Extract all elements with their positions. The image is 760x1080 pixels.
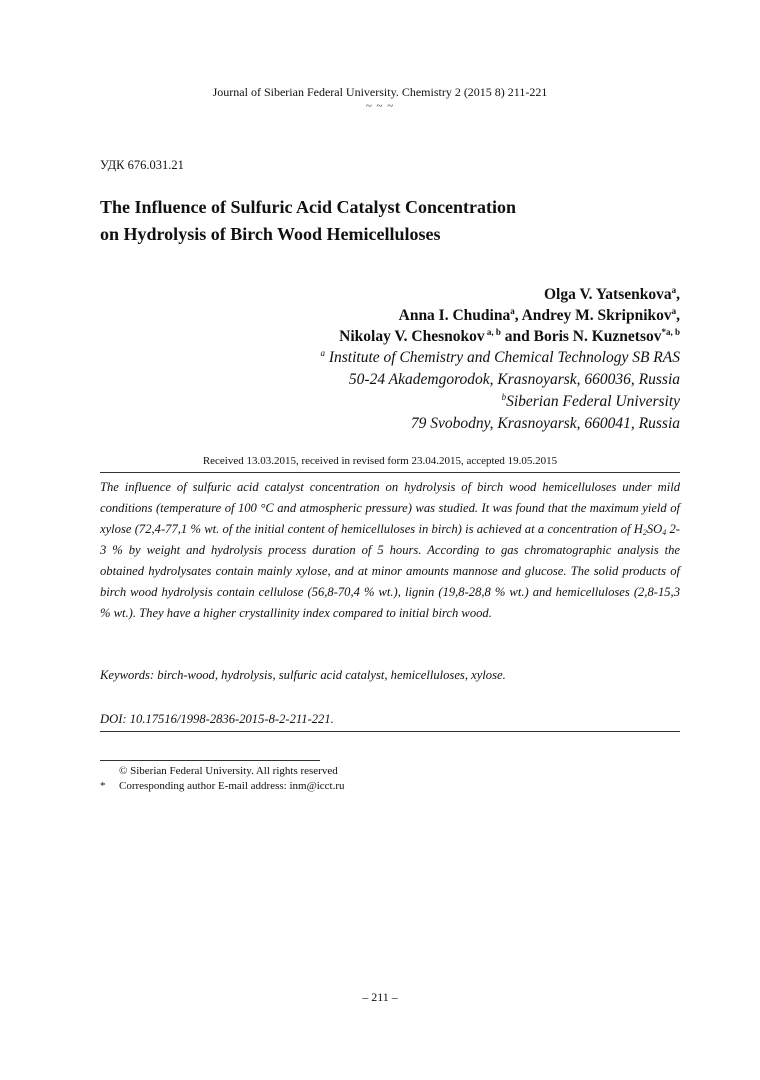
header-separator: ~ ~ ~ [365, 100, 395, 112]
footnote-star: * [100, 780, 106, 792]
abstract-text: SO [646, 522, 663, 536]
received-dates: Received 13.03.2015, received in revised form 23.04.2015, accepted 19.05.2015 [202, 455, 558, 467]
affiliation-b-line-2: 79 Svobodny, Krasnoyarsk, 660041, Russia [410, 415, 680, 432]
author-sup: a [671, 306, 677, 316]
doi-bottom-rule [100, 731, 680, 732]
subscript: 2 [642, 528, 647, 537]
author-separator: , [514, 307, 522, 324]
udk-code: УДК 676.031.21 [100, 158, 184, 172]
author-separator: , [676, 286, 680, 303]
author-sup: a [671, 285, 677, 295]
author-name: Olga V. Yatsenkova [544, 286, 672, 303]
author-list [339, 284, 680, 347]
footnote-text: Corresponding author E-mail address: inm@icct.ru [119, 780, 345, 792]
affiliations [320, 347, 680, 435]
footnote-copyright [100, 764, 338, 779]
title-line-2: on Hydrolysis of Birch Wood Hemicelluloses [100, 224, 441, 244]
author-sup: *a, b [661, 327, 680, 337]
affiliation-a-line-2: 50-24 Akademgorodok, Krasnoyarsk, 660036, Russia [348, 371, 680, 388]
subscript: 4 [662, 528, 667, 537]
affiliation-sup: a [320, 348, 325, 358]
affiliation-text: Siberian Federal University [506, 393, 680, 410]
author-sup: a [510, 306, 515, 316]
journal-header: Journal of Siberian Federal University. Chemistry 2 (2015 8) 211-221 [212, 85, 548, 99]
title-line-1: The Influence of Sulfuric Acid Catalyst Concentration [100, 197, 516, 217]
doi: DOI: 10.17516/1998-2836-2015-8-2-211-221. [100, 712, 334, 726]
affiliation-text: Institute of Chemistry and Chemical Technology SB RAS [324, 349, 680, 366]
footnote-corresponding [100, 779, 345, 794]
author-sup: a, b [484, 327, 501, 337]
keywords: Keywords: birch-wood, hydrolysis, sulfuric acid catalyst, hemicelluloses, xylose. [100, 668, 506, 682]
abstract-text: 2-3 % by weight and hydrolysis process duration of 5 hours. According to gas chromatographic analysis the obtained hydrolysates contain mainly xylose, and at minor amounts mannose and glucose. The solid products of birch wood hydrolysis contain cellulose (56,8-70,4 % wt.), lignin (19,8-28,8 % wt.) and hemicelluloses (2,8-15,3 % wt.). They have a higher crystallinity index compared to initial birch wood. [100, 522, 680, 620]
author-line-1 [339, 284, 680, 305]
affiliation-sup: b [501, 392, 507, 402]
author-name: Boris N. Kuznetsov [533, 328, 662, 345]
author-line-3 [339, 326, 680, 347]
paper-title [100, 194, 660, 248]
author-separator: , [676, 307, 680, 324]
author-name: Anna I. Chudina [398, 307, 511, 324]
page-number: – 211 – [362, 990, 398, 1004]
abstract-top-rule [100, 472, 680, 473]
footnote-text: © Siberian Federal University. All rights reserved [119, 765, 338, 777]
author-name: Andrey M. Skripnikov [521, 307, 672, 324]
abstract-text: The influence of sulfuric acid catalyst concentration on hydrolysis of birch wood hemicelluloses under mild conditions (temperature of 100 °C and atmospheric pressure) was studied. It was found that the maximum yield of xylose (72,4-77,1 % wt. of the initial content of hemicelluloses in birch) is achieved at a concentration of H [100, 480, 680, 536]
author-line-2 [339, 305, 680, 326]
footnote-rule [100, 760, 320, 761]
author-name: Nikolay V. Chesnokov [339, 328, 485, 345]
abstract [100, 477, 680, 624]
affiliation-a-line-1 [320, 347, 680, 369]
author-conjunction: and [500, 328, 534, 345]
affiliation-b-line-1 [320, 391, 680, 413]
